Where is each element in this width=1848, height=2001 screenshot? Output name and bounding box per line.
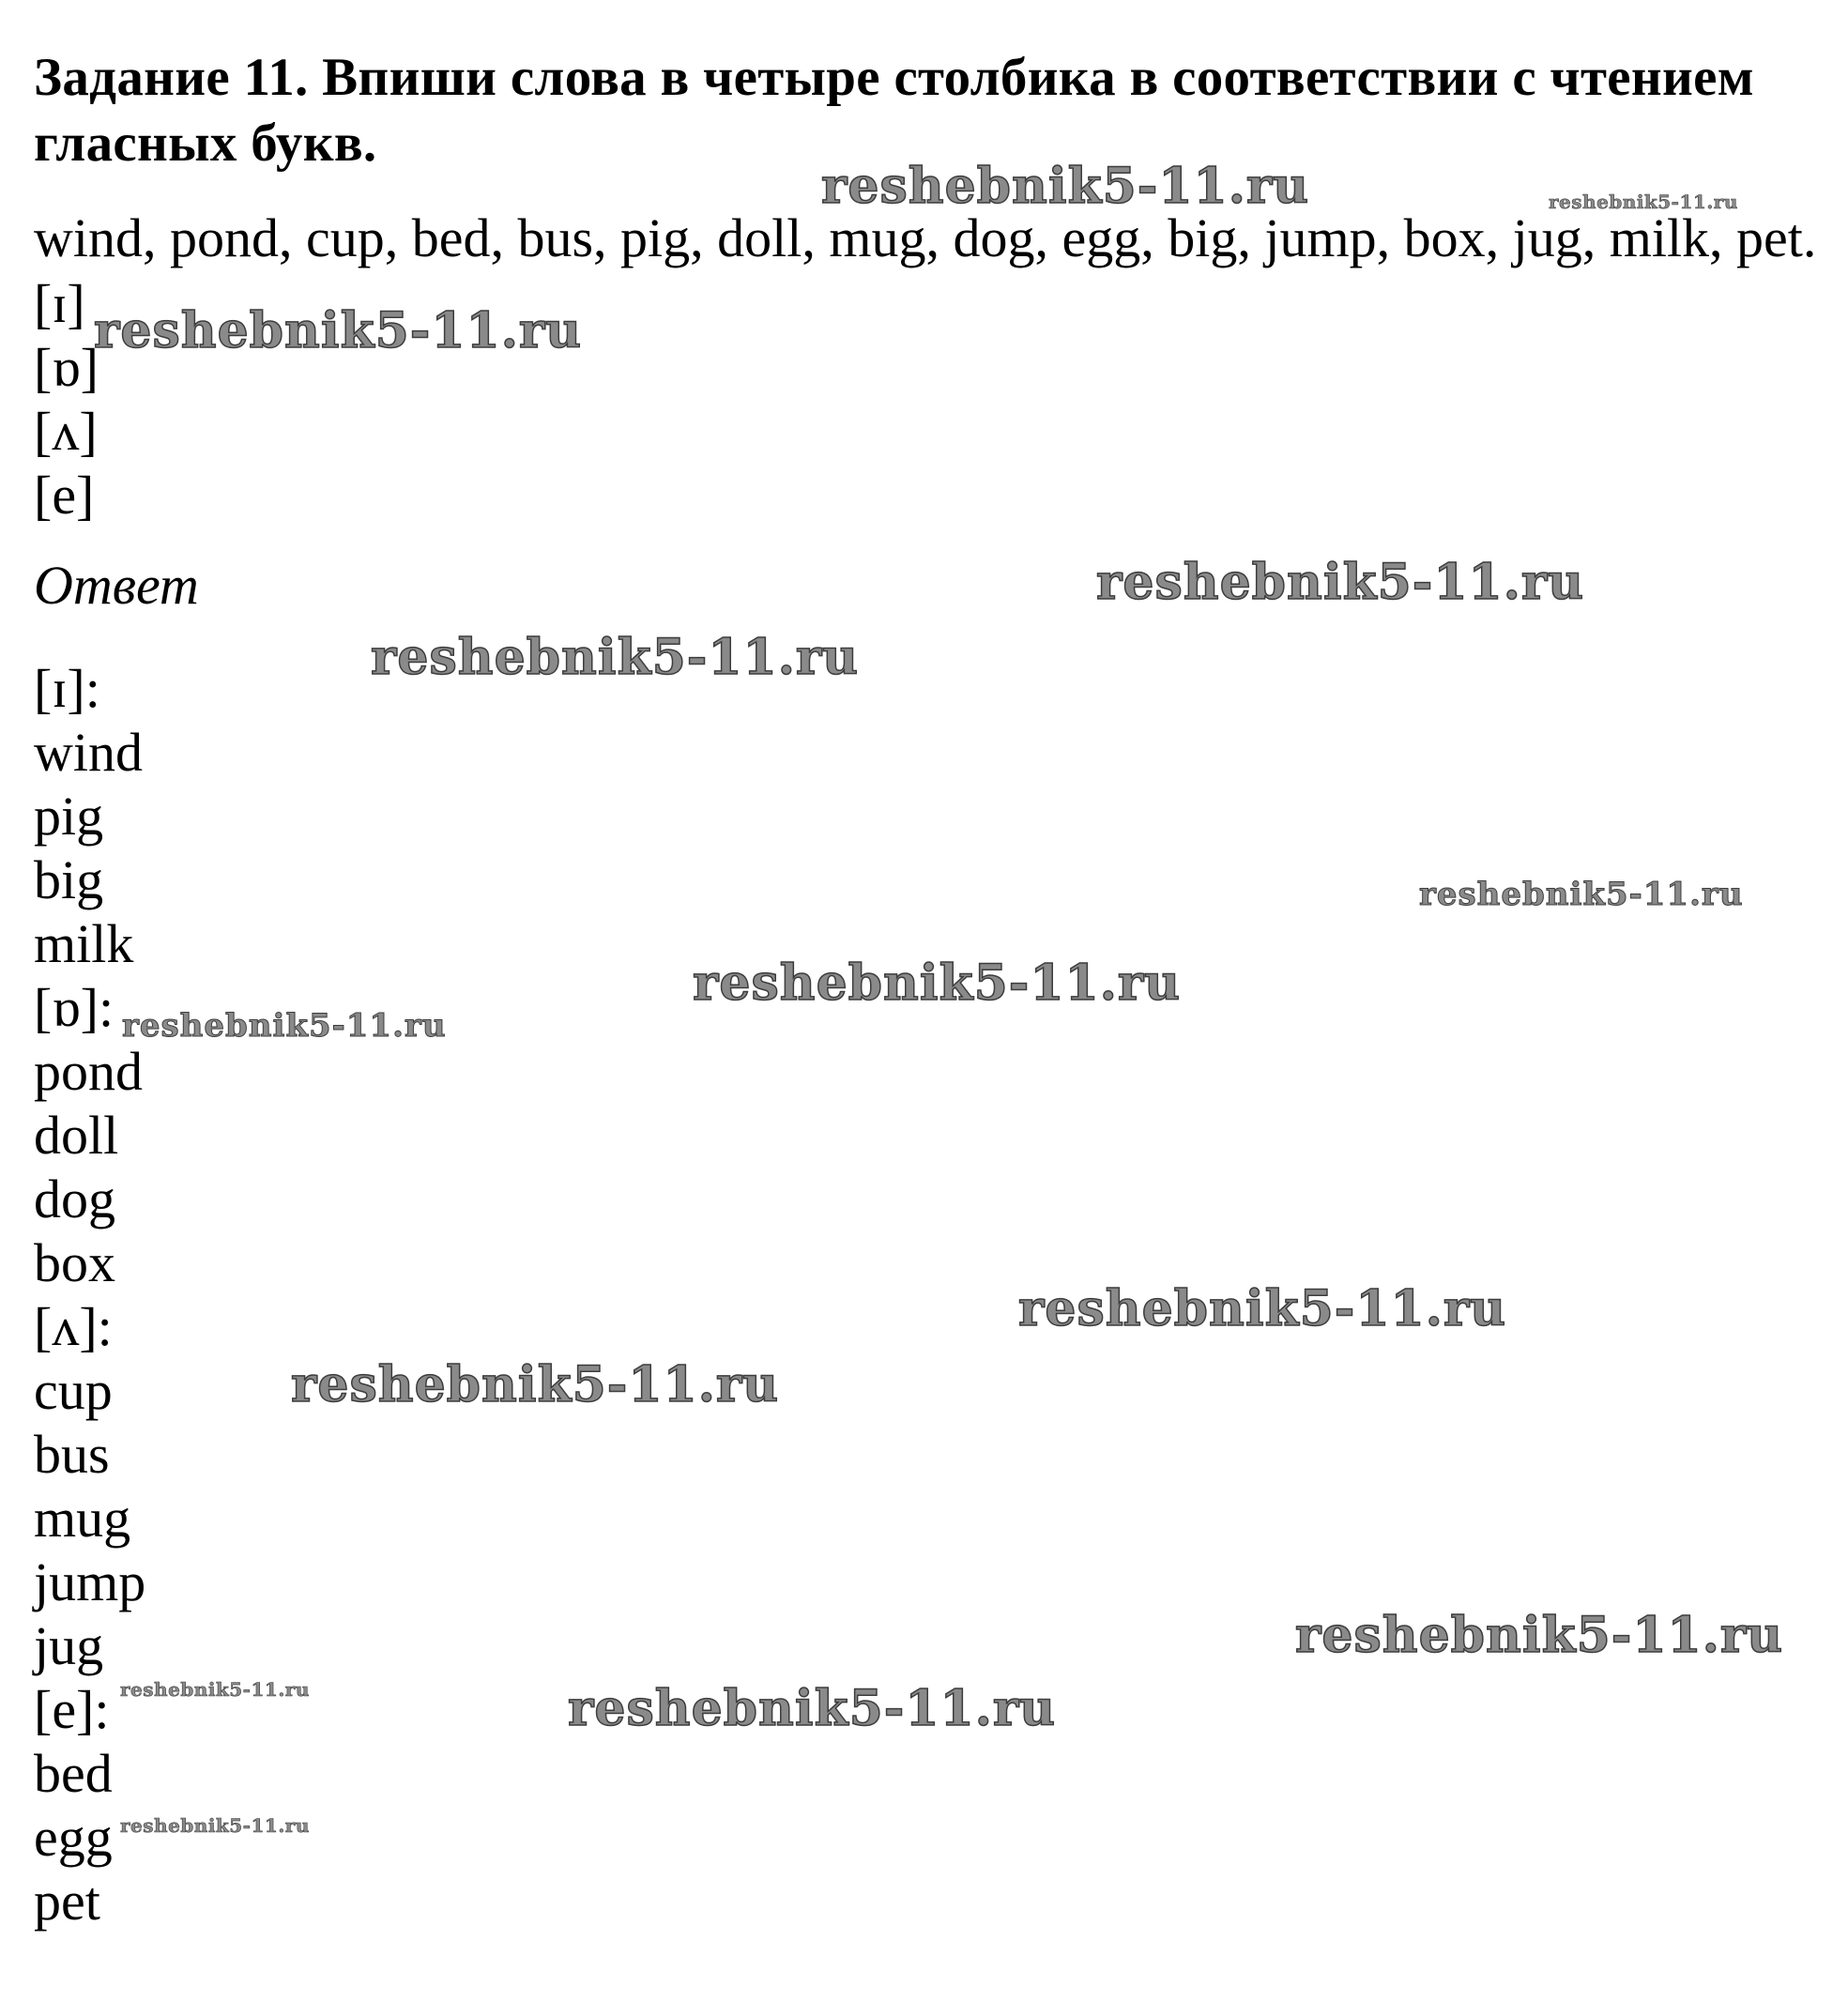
- watermark: reshebnik5-11.ru: [94, 302, 583, 359]
- watermark: reshebnik5-11.ru: [1096, 554, 1585, 611]
- answer-word: wind: [34, 722, 143, 783]
- watermark: reshebnik5-11.ru: [1295, 1607, 1784, 1664]
- answer-group-e-heading: [e]:: [34, 1679, 110, 1740]
- answer-word: dog: [34, 1169, 115, 1230]
- answer-word: milk: [34, 913, 134, 974]
- answer-word: box: [34, 1232, 115, 1293]
- answer-word: egg: [34, 1807, 113, 1868]
- answer-group-o-heading: [ɒ]:: [34, 977, 115, 1038]
- answer-word: jump: [34, 1551, 146, 1612]
- watermark: reshebnik5-11.ru: [1419, 876, 1744, 913]
- answer-group-v-heading: [ʌ]:: [34, 1296, 113, 1357]
- watermark: reshebnik5-11.ru: [291, 1356, 780, 1413]
- answer-word: big: [34, 849, 104, 910]
- answer-word: cup: [34, 1360, 113, 1421]
- watermark: reshebnik5-11.ru: [568, 1680, 1057, 1737]
- watermark: reshebnik5-11.ru: [1549, 191, 1738, 213]
- watermark: reshebnik5-11.ru: [120, 1814, 310, 1837]
- task-sound-i: [ɪ]: [34, 273, 85, 334]
- answer-word: pig: [34, 786, 104, 847]
- answer-word: mug: [34, 1488, 131, 1549]
- answer-word: pond: [34, 1041, 143, 1102]
- watermark: reshebnik5-11.ru: [122, 1007, 447, 1045]
- answer-word: bus: [34, 1424, 110, 1485]
- answer-word: jug: [34, 1615, 104, 1676]
- answer-group-i-heading: [ɪ]:: [34, 658, 100, 719]
- watermark: reshebnik5-11.ru: [371, 629, 860, 686]
- watermark: reshebnik5-11.ru: [821, 158, 1310, 215]
- answer-label: Ответ: [34, 555, 199, 616]
- task-sound-o: [ɒ]: [34, 337, 99, 398]
- task-sound-e: [e]: [34, 465, 95, 526]
- watermark: reshebnik5-11.ru: [1018, 1280, 1507, 1337]
- task-sound-v: [ʌ]: [34, 401, 98, 462]
- answer-word: bed: [34, 1743, 113, 1804]
- task-title: Задание 11. Впиши слова в четыре столбика в соответствии с чтением гласных букв.: [34, 48, 1754, 173]
- answer-word: doll: [34, 1105, 119, 1166]
- task-word-list: wind, pond, cup, bed, bus, pig, doll, mug, dog, egg, big, jump, box, jug, milk, pet.: [34, 207, 1817, 268]
- watermark: reshebnik5-11.ru: [120, 1678, 310, 1701]
- watermark: reshebnik5-11.ru: [693, 955, 1182, 1012]
- answer-word: pet: [34, 1871, 100, 1932]
